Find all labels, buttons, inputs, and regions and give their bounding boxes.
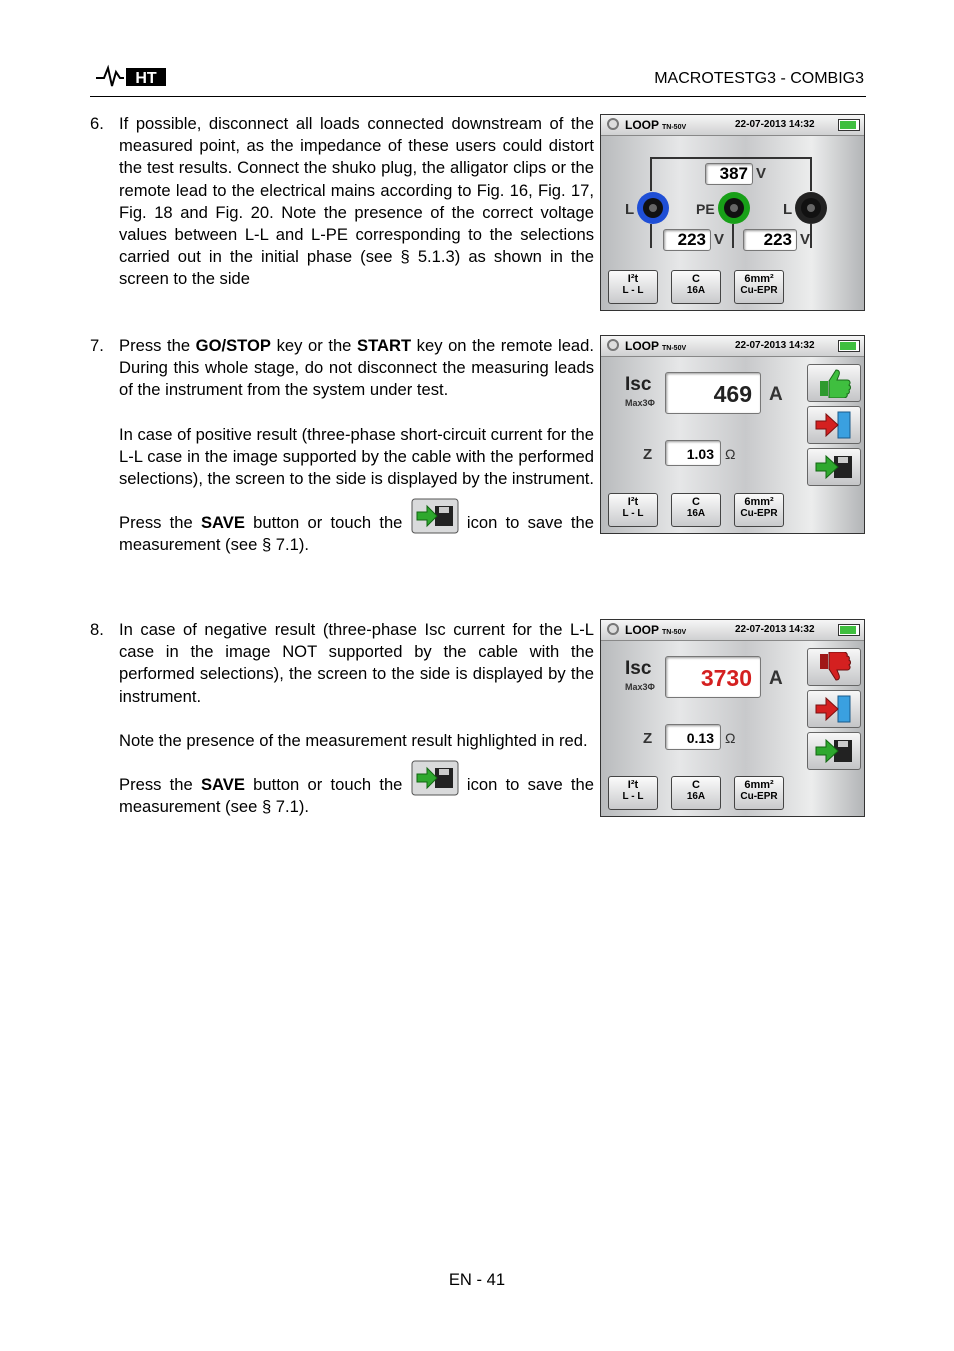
isc-label: Isc	[625, 374, 652, 395]
isc-value: 469	[665, 372, 761, 414]
page-number: EN - 41	[448, 1270, 506, 1289]
save-key-label: SAVE	[200, 775, 245, 795]
step-number: 8.	[90, 620, 104, 639]
mode-label: LOOP	[625, 623, 660, 637]
start-key-label: START	[357, 336, 412, 355]
ht-logo	[94, 64, 172, 95]
gear-icon[interactable]	[607, 118, 619, 130]
step-text: In case of positive result (three-phase short-circuit current for the L-L case in the image supported by the cable with the performed selections), the screen to the side is displayed by the instrument.	[119, 424, 595, 489]
document-title: MACROTESTG3 - COMBIG3	[654, 70, 864, 87]
z-unit: Ω	[725, 730, 736, 746]
save-key-label: SAVE	[200, 513, 245, 533]
step-6	[90, 113, 594, 291]
voltage-lpe1-value: 223	[663, 229, 711, 251]
exit-icon[interactable]	[807, 690, 861, 728]
softkey-cable[interactable]: 6mm² Cu-EPR	[734, 270, 784, 304]
thumbs-up-icon	[807, 364, 861, 402]
thumbs-down-icon	[807, 648, 861, 686]
isc-sub-label: Max3Φ	[625, 398, 655, 408]
page-header	[90, 62, 866, 97]
step-text: Note the presence of the measurement result highlighted in red.	[119, 730, 588, 750]
battery-icon	[838, 340, 860, 352]
step-8	[90, 619, 594, 818]
mode-label: LOOP	[625, 118, 660, 132]
status-bar	[601, 620, 864, 641]
voltage-unit: V	[800, 231, 811, 248]
instrument-screen-result-fail	[600, 619, 865, 817]
battery-icon	[838, 624, 860, 636]
terminals-diagram	[601, 136, 864, 266]
softkey-i2t[interactable]: I²t L - L	[608, 270, 658, 304]
softkey-cable[interactable]: 6mm² Cu-EPR	[734, 493, 784, 527]
step-text: If possible, disconnect all loads connected downstream of the measured point, as the impedance of these users could distort the test results. Connect the shuko plug, the alligator clips or the remote lead to the electrical mains according to Fig. 16, Fig. 17, Fig. 18 and Fig. 20. Note the presence of the correct voltage values between L-L and L-PE corresponding to the selections carried out in the initial phase (see § 5.1.3) as shown in the screen to the side	[119, 114, 594, 289]
voltage-unit: V	[714, 231, 725, 248]
softkey-i2t[interactable]: I²t L - L	[608, 493, 658, 527]
softkey-protection[interactable]: C 16A	[671, 270, 721, 304]
status-bar	[601, 336, 864, 357]
l2-label: L	[783, 201, 793, 218]
step-text: Press the SAVE button or touch the icon to save the measurement (see § 7.1).	[119, 498, 594, 556]
instrument-screen-result-ok	[600, 335, 865, 534]
z-unit: Ω	[725, 446, 736, 462]
exit-icon[interactable]	[807, 406, 861, 444]
step-number: 7.	[90, 336, 104, 355]
datetime: 22-07-2013 14:32	[735, 624, 815, 635]
z-value: 0.13	[665, 724, 721, 750]
system-label: TN-50V	[662, 124, 687, 131]
save-icon	[411, 498, 459, 534]
mode-label: LOOP	[625, 339, 660, 353]
gear-icon[interactable]	[607, 623, 619, 635]
logo-text: HT	[135, 70, 157, 87]
status-bar	[601, 115, 864, 136]
datetime: 22-07-2013 14:32	[735, 119, 815, 130]
voltage-ll-value: 387	[705, 163, 753, 185]
voltage-unit: V	[756, 165, 767, 182]
voltage-lpe2-value: 223	[743, 229, 797, 251]
system-label: TN-50V	[662, 345, 687, 352]
save-icon[interactable]	[807, 448, 861, 486]
z-value: 1.03	[665, 440, 721, 466]
softkey-protection[interactable]: C 16A	[671, 493, 721, 527]
pe-label: PE	[696, 201, 715, 217]
save-icon	[411, 760, 459, 796]
go-stop-key-label: GO/STOP	[195, 336, 271, 355]
isc-label: Isc	[625, 658, 652, 679]
save-icon[interactable]	[807, 732, 861, 770]
z-label: Z	[643, 730, 653, 747]
gear-icon[interactable]	[607, 339, 619, 351]
battery-icon	[838, 119, 860, 131]
step-text: Press the GO/STOP key or the START key on the remote lead. During this whole stage, do not disconnect the measuring leads of the instrument from the system under test.	[119, 336, 594, 400]
isc-value: 3730	[665, 656, 761, 698]
isc-unit: A	[769, 668, 783, 689]
system-label: TN-50V	[662, 629, 687, 636]
softkey-i2t[interactable]: I²t L - L	[608, 776, 658, 810]
step-text: Press the SAVE button or touch the icon to save the measurement (see § 7.1).	[119, 760, 594, 818]
isc-unit: A	[769, 384, 783, 405]
z-label: Z	[643, 446, 653, 463]
softkey-protection[interactable]: C 16A	[671, 776, 721, 810]
step-number: 6.	[90, 114, 104, 133]
step-text: In case of negative result (three-phase Isc current for the L-L case in the image NOT supported by the cable with the performed selections), the screen to the side is displayed by the instrument.	[119, 620, 594, 706]
instrument-screen-voltages	[600, 114, 865, 311]
softkey-cable[interactable]: 6mm² Cu-EPR	[734, 776, 784, 810]
datetime: 22-07-2013 14:32	[735, 340, 815, 351]
step-7	[90, 335, 594, 557]
isc-sub-label: Max3Φ	[625, 682, 655, 692]
l1-label: L	[625, 201, 635, 218]
